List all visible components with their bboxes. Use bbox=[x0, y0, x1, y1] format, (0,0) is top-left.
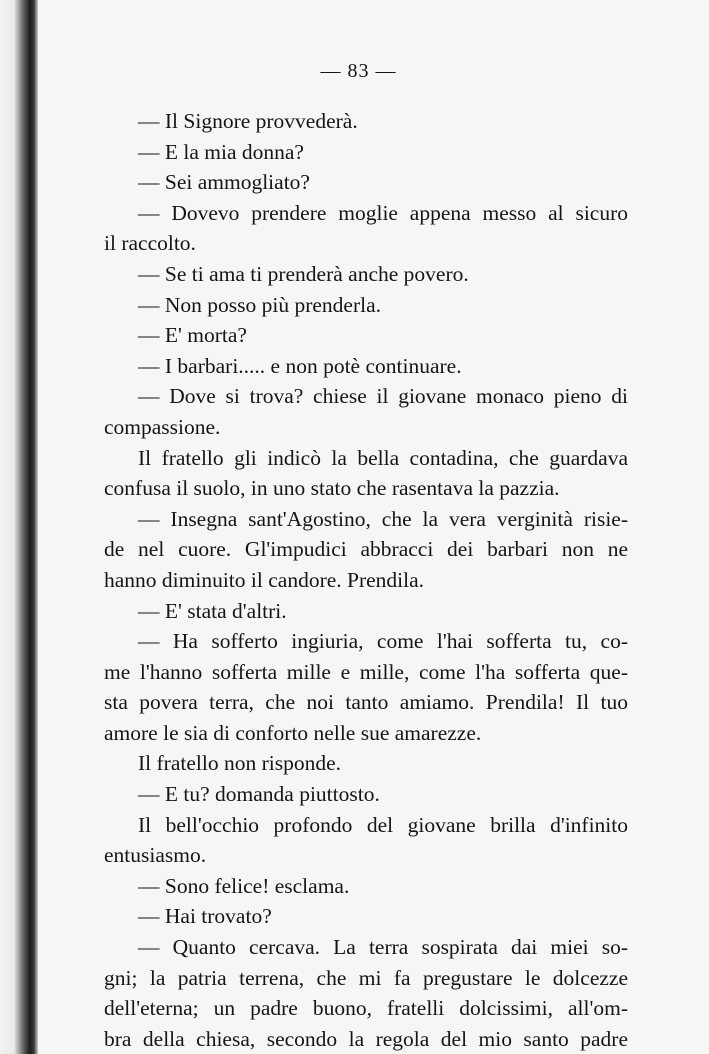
text-line: bra della chiesa, secondo la regola del mio santo padre bbox=[104, 1026, 628, 1051]
text-line: — Ha sofferto ingiuria, come l'hai sofferta tu, co- bbox=[138, 629, 628, 654]
page-number: — 83 — bbox=[320, 60, 397, 82]
text-line: — Sono felice! esclama. bbox=[138, 873, 350, 898]
text-line: — Dovevo prendere moglie appena messo al sicuro bbox=[138, 200, 628, 225]
text-line: de nel cuore. Gl'impudici abbracci dei barbari non ne bbox=[104, 537, 628, 562]
page-gutter-shadow bbox=[0, 0, 38, 1054]
text-line: dell'eterna; un padre buono, fratelli dolcissimi, all'om- bbox=[104, 996, 628, 1021]
text-line: me l'hanno sofferta mille e mille, come l'ha sofferta que- bbox=[104, 659, 628, 684]
text-line: — Insegna sant'Agostino, che la vera verginità risie- bbox=[138, 506, 628, 531]
text-line: Il fratello gli indicò la bella contadina, che guardava bbox=[138, 445, 628, 470]
text-line: Il fratello non rispondе. bbox=[138, 751, 342, 776]
text-line: — Il Signore provvederà. bbox=[138, 109, 358, 133]
text-line: gni; la patria terrena, che mi fa pregustare le dolcezze bbox=[104, 965, 628, 990]
text-line: compassione. bbox=[104, 414, 221, 439]
text-line: amore le sia di conforto nelle sue amarezze. bbox=[104, 720, 482, 745]
text-line: — Se ti ama ti prenderà anche povero. bbox=[138, 261, 469, 286]
text-line: hanno diminuito il candore. Prendila. bbox=[104, 567, 425, 592]
body-text bbox=[104, 106, 628, 1054]
text-line: sta povera terra, che noi tanto amiamo. Prendila! Il tuo bbox=[104, 690, 628, 715]
text-line: — E la mia donna? bbox=[138, 139, 304, 164]
text-line: — E' morta? bbox=[138, 323, 247, 348]
text-line: Il bell'occhio profondo del giovane brilla d'infinito bbox=[138, 812, 628, 837]
text-line: confusa il suolo, in uno stato che rasentava la pazzia. bbox=[104, 476, 560, 501]
text-line: — E tu? domanda piuttosto. bbox=[138, 782, 380, 807]
text-line: — Dove si trova? chiese il giovane monaco pieno di bbox=[138, 384, 628, 409]
text-line: — Quanto cercava. La terra sospirata dai miei so- bbox=[138, 935, 628, 960]
text-line: — I barbari..... e non potè continuare. bbox=[138, 353, 462, 378]
text-line: entusiasmo. bbox=[104, 843, 207, 868]
text-line: — Hai trovato? bbox=[138, 904, 272, 929]
text-line: — Non posso più prenderla. bbox=[138, 292, 382, 317]
text-line: il raccolto. bbox=[104, 231, 196, 256]
text-line: — Sei ammogliato? bbox=[138, 170, 310, 195]
text-line: — E' stata d'altri. bbox=[138, 598, 287, 623]
